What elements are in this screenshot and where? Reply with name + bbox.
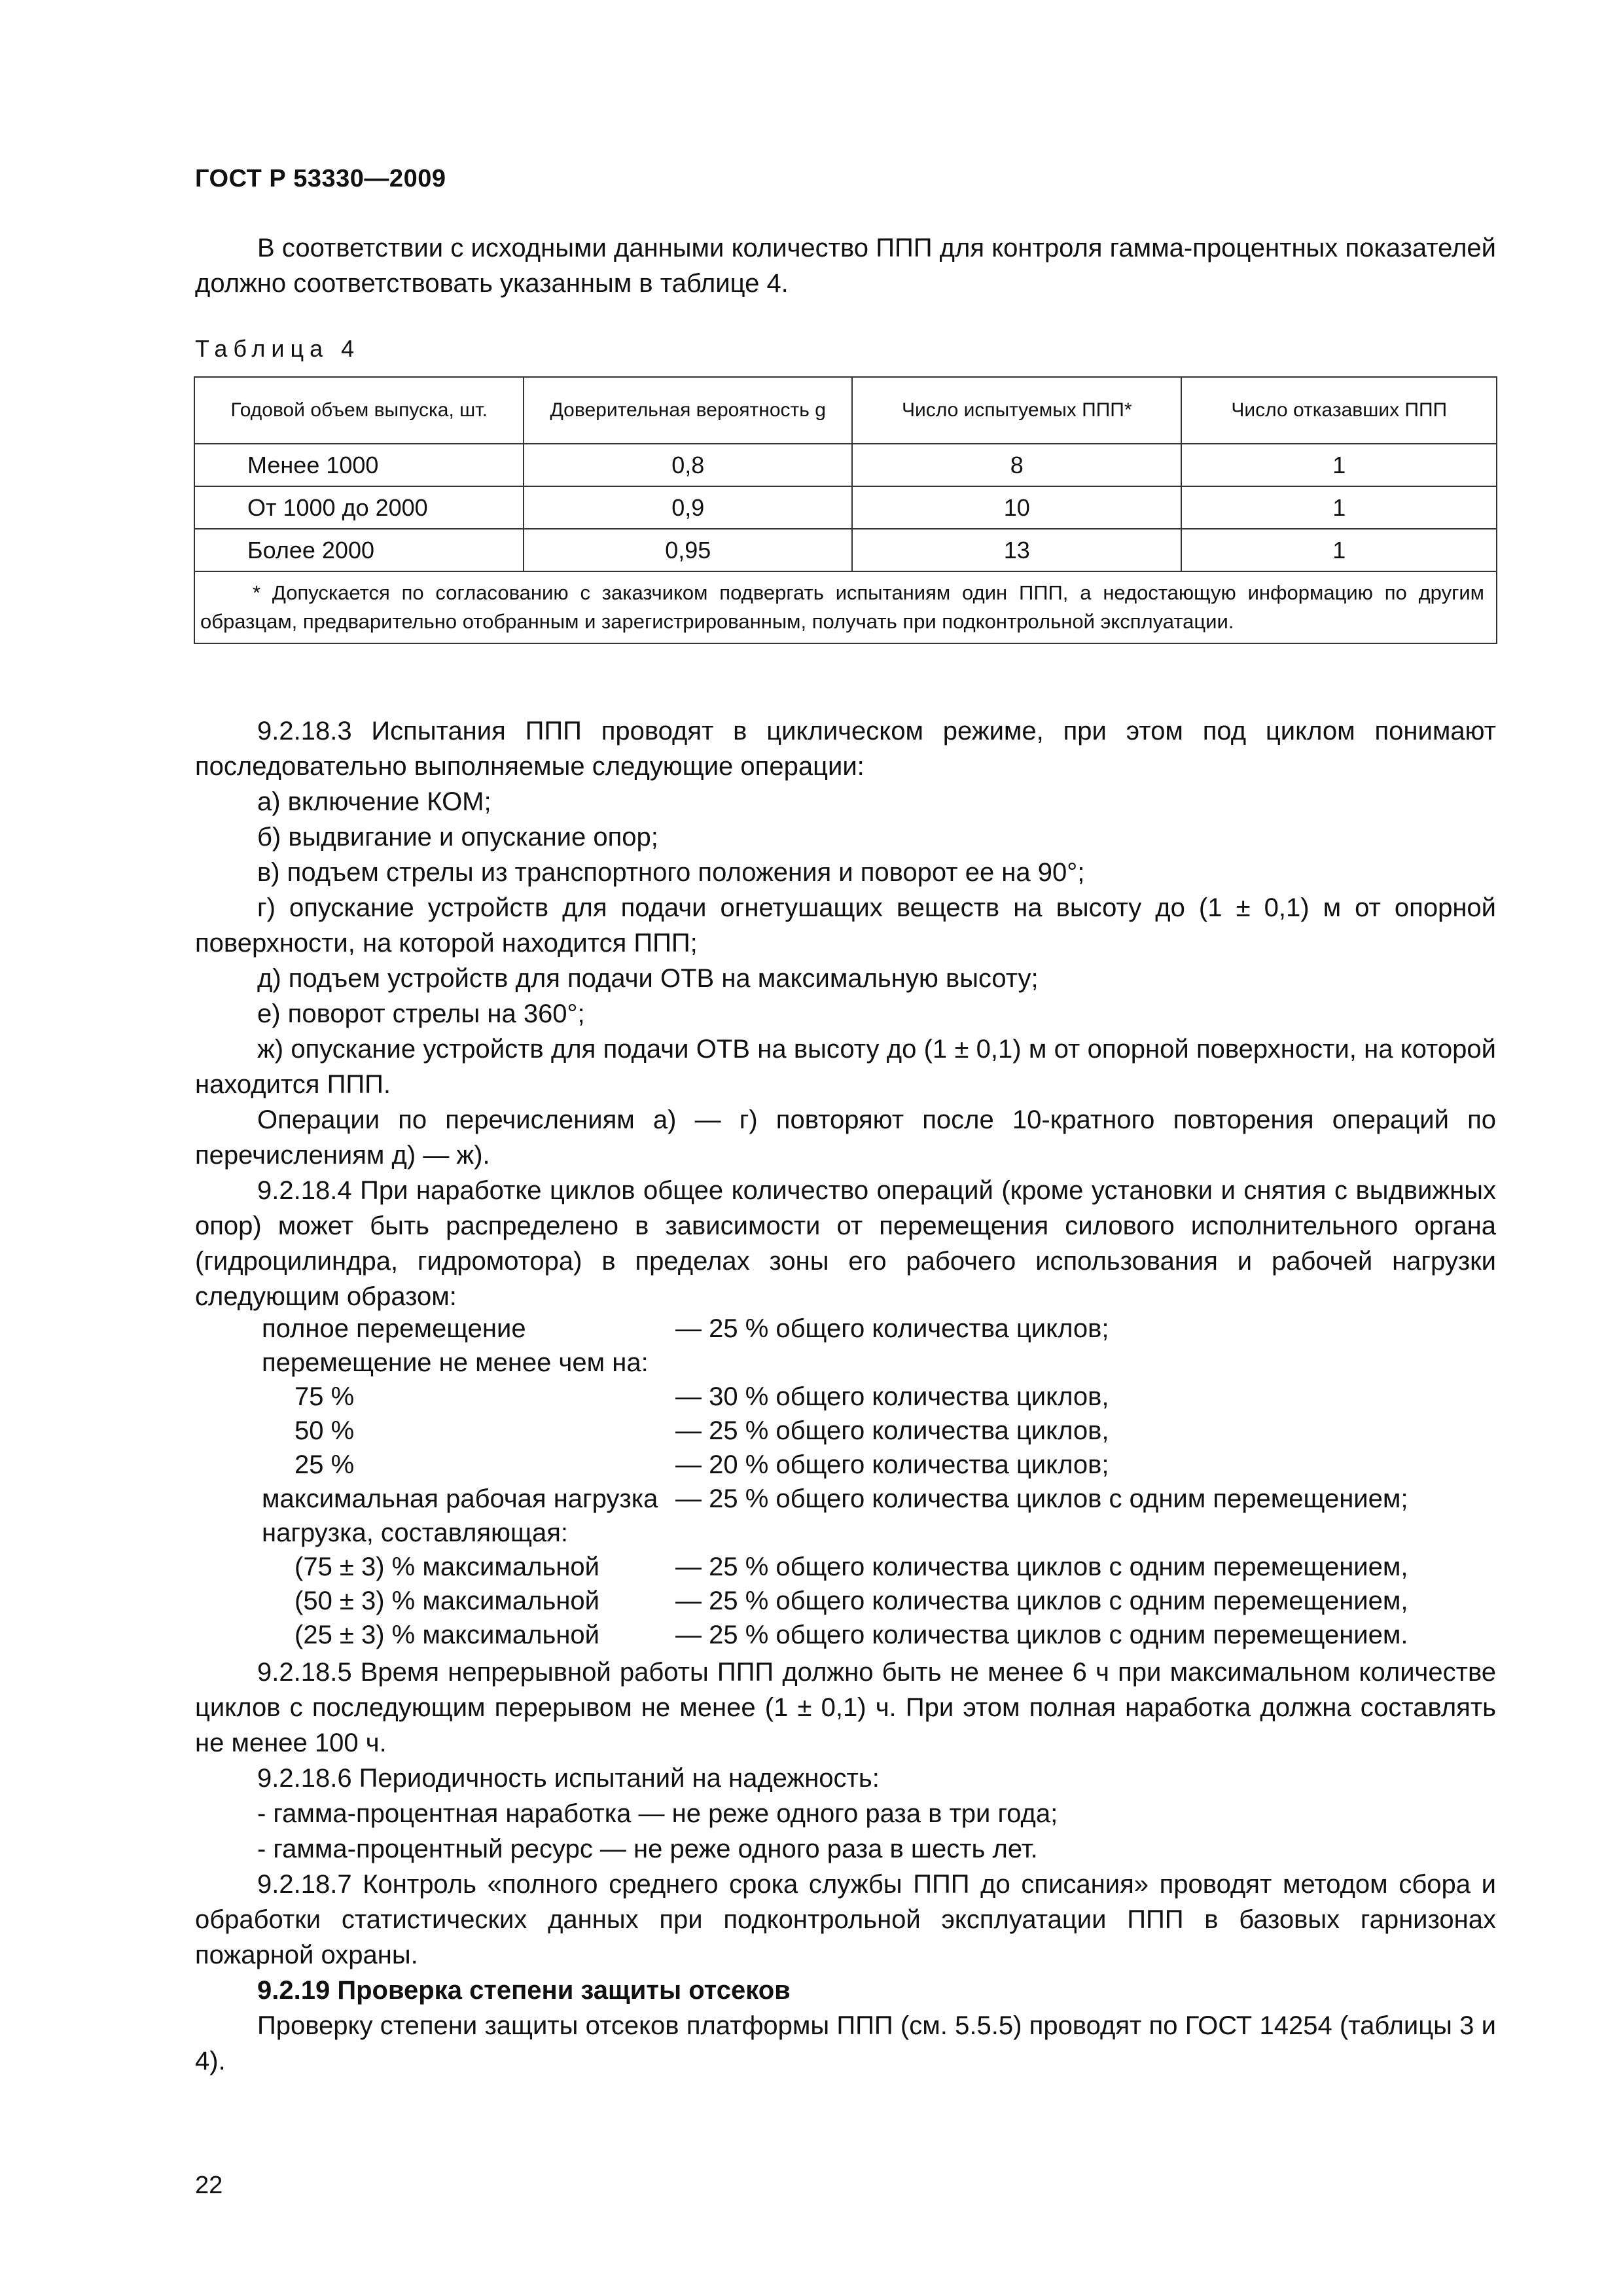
operation-item-d: д) подъем устройств для подачи ОТВ на максимальную высоту; xyxy=(257,964,1039,993)
operation-item-g: г) опускание устройств для подачи огнетушащих веществ на высоту до (1 ± 0,1) м от опорной поверхности, на которой находится ППП; xyxy=(195,893,1496,958)
paragraph-9-2-18-6: 9.2.18.6 Периодичность испытаний на надежность: xyxy=(257,1764,880,1793)
page-header: ГОСТ Р 53330—2009 xyxy=(195,165,446,192)
paragraph-9-2-18-3: 9.2.18.3 Испытания ППП проводят в циклическом режиме, при этом под циклом понимают последовательно выполняемые следующие операции: xyxy=(195,717,1496,781)
distribution-label: (50 ± 3) % максимальной xyxy=(294,1587,599,1615)
table-cell: Менее 1000 xyxy=(194,444,524,486)
distribution-value: — 25 % общего количества циклов с одним перемещением, xyxy=(675,1552,1408,1581)
column-header: Годовой объем выпуска, шт. xyxy=(194,377,524,444)
operation-item-e: е) поворот стрелы на 360°; xyxy=(257,999,585,1028)
distribution-label: максимальная рабочая нагрузка xyxy=(262,1484,658,1513)
table-cell: 0,9 xyxy=(524,486,852,529)
operation-item-b: б) выдвигание и опускание опор; xyxy=(257,823,658,852)
operation-item-zh: ж) опускание устройств для подачи ОТВ на высоту до (1 ± 0,1) м от опорной поверхности, на которой находится ППП. xyxy=(195,1035,1496,1099)
distribution-value: — 20 % общего количества циклов; xyxy=(675,1450,1109,1479)
distribution-label: 25 % xyxy=(294,1450,355,1479)
table-caption: Таблица 4 xyxy=(195,335,361,362)
paragraph-9-2-18-5: 9.2.18.5 Время непрерывной работы ППП должно быть не менее 6 ч при максимальном количестве циклов с последующим перерывом не менее (1 ± 0,1) ч. При этом полная наработка должна составлять не менее 100 ч. xyxy=(195,1658,1496,1757)
table-cell: 1 xyxy=(1181,444,1497,486)
table-cell: Более 2000 xyxy=(194,529,524,571)
table-4 xyxy=(194,376,1497,644)
table-cell: 1 xyxy=(1181,486,1497,529)
table-footnote-row xyxy=(194,571,1497,643)
paragraph-9-2-18-4: 9.2.18.4 При наработке циклов общее количество операций (кроме установки и снятия с выдвижных опор) может быть распределено в зависимости от перемещения силового исполнительного органа (гидроцилиндра, гидромотора) в пределах зоны его рабочего использования и рабочей нагрузки следующим образом: xyxy=(195,1176,1496,1311)
operation-item-a: а) включение КОМ; xyxy=(257,787,491,816)
table-cell: От 1000 до 2000 xyxy=(194,486,524,529)
periodicity-item: - гамма-процентный ресурс — не реже одного раза в шесть лет. xyxy=(257,1835,1038,1863)
distribution-label: нагрузка, составляющая: xyxy=(262,1518,568,1547)
distribution-value: — 25 % общего количества циклов; xyxy=(675,1314,1109,1343)
table-row xyxy=(194,444,1497,486)
table-footnote: * Допускается по согласованию с заказчиком подвергать испытаниям один ППП, а недостающую информацию по другим образцам, предварительно отобранным и зарегистрированным, получать при подконтрольной эксплуатации. xyxy=(194,571,1497,643)
distribution-label: полное перемещение xyxy=(262,1314,526,1343)
operations-repeat-paragraph: Операции по перечислениям а) — г) повторяют после 10-кратного повторения операций по перечислениям д) — ж). xyxy=(195,1105,1496,1170)
table-cell: 0,8 xyxy=(524,444,852,486)
table-cell: 10 xyxy=(852,486,1181,529)
table-cell: 1 xyxy=(1181,529,1497,571)
distribution-value: — 25 % общего количества циклов, xyxy=(675,1416,1109,1445)
paragraph-9-2-19: Проверку степени защиты отсеков платформы ППП (см. 5.5.5) проводят по ГОСТ 14254 (таблицы 3 и 4). xyxy=(195,2011,1496,2075)
table-cell: 13 xyxy=(852,529,1181,571)
operation-item-v: в) подъем стрелы из транспортного положения и поворот ее на 90°; xyxy=(257,858,1085,887)
distribution-value: — 25 % общего количества циклов с одним перемещением. xyxy=(675,1621,1408,1649)
distribution-label: 75 % xyxy=(294,1382,355,1411)
table-cell: 0,95 xyxy=(524,529,852,571)
table-cell: 8 xyxy=(852,444,1181,486)
paragraph-9-2-18-7: 9.2.18.7 Контроль «полного среднего срока службы ППП до списания» проводят методом сбора и обработки статистических данных при подконтрольной эксплуатации ППП в базовых гарнизонах пожарной охраны. xyxy=(195,1870,1496,1969)
table-row xyxy=(194,529,1497,571)
distribution-label: (75 ± 3) % максимальной xyxy=(294,1552,599,1581)
periodicity-item: - гамма-процентная наработка — не реже одного раза в три года; xyxy=(257,1799,1058,1828)
table-header-row xyxy=(194,377,1497,444)
column-header: Число испытуемых ППП* xyxy=(852,377,1181,444)
section-heading-9-2-19: 9.2.19 Проверка степени защиты отсеков xyxy=(257,1976,791,2005)
distribution-value: — 30 % общего количества циклов, xyxy=(675,1382,1109,1411)
distribution-label: перемещение не менее чем на: xyxy=(262,1348,649,1377)
column-header: Доверительная вероятность g xyxy=(524,377,852,444)
intro-paragraph: В соответствии с исходными данными количество ППП для контроля гамма-процентных показателей должно соответствовать указанным в таблице 4. xyxy=(195,234,1496,298)
distribution-label: 50 % xyxy=(294,1416,355,1445)
distribution-label: (25 ± 3) % максимальной xyxy=(294,1621,599,1649)
distribution-value: — 25 % общего количества циклов с одним перемещением; xyxy=(675,1484,1408,1513)
distribution-value: — 25 % общего количества циклов с одним перемещением, xyxy=(675,1587,1408,1615)
column-header: Число отказавших ППП xyxy=(1181,377,1497,444)
table-row xyxy=(194,486,1497,529)
page-number: 22 xyxy=(195,2172,223,2199)
